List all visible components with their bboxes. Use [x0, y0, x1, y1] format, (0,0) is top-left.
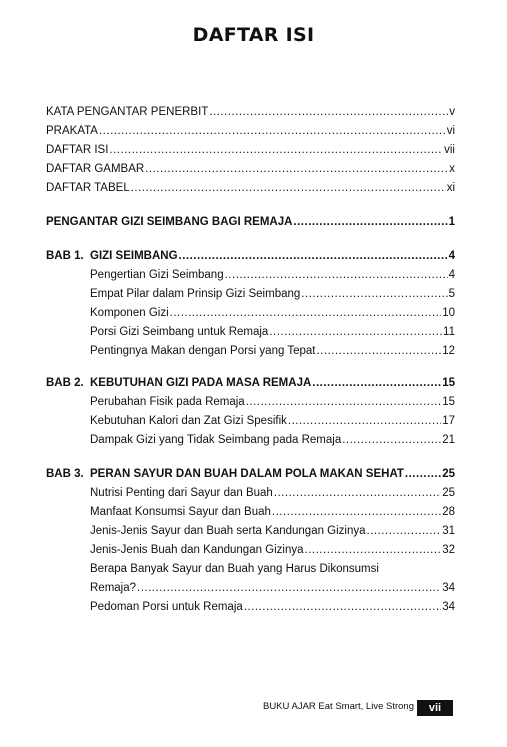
dot-leader — [246, 395, 442, 409]
toc-entry-page: v — [449, 106, 455, 118]
dot-leader — [244, 600, 441, 614]
dot-leader — [274, 486, 441, 500]
toc-entry-label-line1: Berapa Banyak Sayur dan Buah yang Harus Dikonsumsi — [90, 563, 379, 575]
dot-leader — [305, 543, 442, 557]
dot-leader — [288, 414, 441, 428]
toc-entry-label: Perubahan Fisik pada Remaja — [90, 396, 245, 408]
toc-entry-page: 1 — [448, 216, 455, 228]
toc-entry-page: vii — [444, 144, 455, 156]
toc-subentry[interactable] — [90, 268, 455, 282]
toc-entry-page: 25 — [442, 468, 455, 480]
toc-entry-label: Jenis-Jenis Buah dan Kandungan Gizinya — [90, 544, 304, 556]
toc-entry-page: 34 — [442, 601, 455, 613]
toc-entry-label: Komponen Gizi — [90, 307, 169, 319]
toc-entry-page: 4 — [448, 250, 455, 262]
toc-entry-page: 34 — [442, 582, 455, 594]
dot-leader — [269, 325, 442, 339]
toc-entry-label: DAFTAR TABEL — [46, 182, 130, 194]
toc-entry-label: Pentingnya Makan dengan Porsi yang Tepat — [90, 345, 316, 357]
dot-leader — [209, 105, 448, 119]
toc-entry-page: 15 — [442, 377, 455, 389]
toc-chapter-1[interactable] — [90, 249, 455, 263]
dot-leader — [301, 287, 447, 301]
dot-leader — [367, 524, 442, 538]
dot-leader — [342, 433, 441, 447]
toc-entry-page: 28 — [442, 506, 455, 518]
toc-entry-kata-pengantar[interactable] — [46, 105, 455, 119]
toc-chapter-2[interactable] — [90, 376, 455, 390]
toc-entry-page: vi — [446, 125, 455, 137]
toc-entry-prakata[interactable] — [46, 124, 455, 138]
chapter-title: PERAN SAYUR DAN BUAH DALAM POLA MAKAN SEHAT — [90, 468, 404, 480]
footer-book-title: BUKU AJAR Eat Smart, Live Strong — [262, 701, 414, 712]
dot-leader — [272, 505, 441, 519]
dot-leader — [293, 215, 447, 229]
toc-subentry[interactable] — [90, 524, 455, 538]
toc-subentry[interactable] — [90, 306, 455, 320]
toc-entry-page: 11 — [443, 326, 455, 338]
toc-subentry[interactable] — [90, 344, 455, 358]
toc-entry-page: 17 — [442, 415, 455, 427]
toc-entry-label: PRAKATA — [46, 125, 98, 137]
toc-subentry[interactable] — [90, 395, 455, 409]
dot-leader — [137, 581, 441, 595]
dot-leader — [131, 181, 446, 195]
toc-entry-page: 10 — [442, 307, 455, 319]
toc-entry-label: Kebutuhan Kalori dan Zat Gizi Spesifik — [90, 415, 287, 427]
toc-entry-label: DAFTAR ISI — [46, 144, 109, 156]
page-footer — [0, 700, 507, 716]
dot-leader — [312, 376, 441, 390]
chapter-number: BAB 3. — [46, 468, 84, 480]
dot-leader — [316, 344, 441, 358]
toc-entry-page: xi — [446, 182, 455, 194]
chapter-title: GIZI SEIMBANG — [90, 250, 178, 262]
toc-entry-page: 15 — [442, 396, 455, 408]
toc-subentry[interactable] — [90, 505, 455, 519]
dot-leader — [145, 162, 448, 176]
toc-entry-label: Pengertian Gizi Seimbang — [90, 269, 224, 281]
page-number-badge: vii — [417, 700, 453, 716]
toc-subentry[interactable] — [90, 414, 455, 428]
toc-entry-pengantar[interactable] — [46, 215, 455, 229]
toc-chapter-3[interactable] — [90, 467, 455, 481]
toc-subentry[interactable] — [90, 543, 455, 557]
dot-leader — [99, 124, 446, 138]
toc-entry-daftar-gambar[interactable] — [46, 162, 455, 176]
dot-leader — [179, 249, 448, 263]
toc-entry-label: Porsi Gizi Seimbang untuk Remaja — [90, 326, 269, 338]
chapter-number: BAB 2. — [46, 377, 84, 389]
toc-entry-label: Dampak Gizi yang Tidak Seimbang pada Remaja — [90, 434, 342, 446]
toc-entry-label: KATA PENGANTAR PENERBIT — [46, 106, 209, 118]
chapter-title: KEBUTUHAN GIZI PADA MASA REMAJA — [90, 377, 312, 389]
toc-subentry[interactable] — [90, 486, 455, 500]
toc-entry-page: 21 — [442, 434, 455, 446]
toc-entry-daftar-tabel[interactable] — [46, 181, 455, 195]
toc-entry-label: Jenis-Jenis Sayur dan Buah serta Kandungan Gizinya — [90, 525, 366, 537]
chapter-number: BAB 1. — [46, 250, 84, 262]
toc-entry-label: Nutrisi Penting dari Sayur dan Buah — [90, 487, 273, 499]
dot-leader — [405, 467, 441, 481]
toc-entry-label: DAFTAR GAMBAR — [46, 163, 145, 175]
toc-entry-page: x — [449, 163, 455, 175]
toc-entry-label: Remaja? — [90, 582, 137, 594]
toc-subentry[interactable] — [90, 287, 455, 301]
toc-entry-label: Empat Pilar dalam Prinsip Gizi Seimbang — [90, 288, 301, 300]
dot-leader — [225, 268, 448, 282]
toc-entry-page: 32 — [442, 544, 455, 556]
toc-subentry[interactable] — [90, 325, 455, 339]
toc-subentry[interactable] — [90, 600, 455, 614]
toc-entry-label: Pedoman Porsi untuk Remaja — [90, 601, 243, 613]
dot-leader — [170, 306, 442, 320]
toc-entry-page: 5 — [448, 288, 455, 300]
toc-entry-label: PENGANTAR GIZI SEIMBANG BAGI REMAJA — [46, 216, 293, 228]
toc-entry-page: 4 — [448, 269, 455, 281]
toc-entry-daftar-isi[interactable] — [46, 143, 455, 157]
toc-subentry[interactable] — [90, 433, 455, 447]
toc-subentry[interactable] — [90, 581, 455, 595]
toc-entry-page: 31 — [442, 525, 455, 537]
toc-entry-label: Manfaat Konsumsi Sayur dan Buah — [90, 506, 271, 518]
toc-entry-page: 12 — [442, 345, 455, 357]
toc-entry-page: 25 — [442, 487, 455, 499]
page-title: DAFTAR ISI — [192, 24, 315, 46]
dot-leader — [109, 143, 443, 157]
